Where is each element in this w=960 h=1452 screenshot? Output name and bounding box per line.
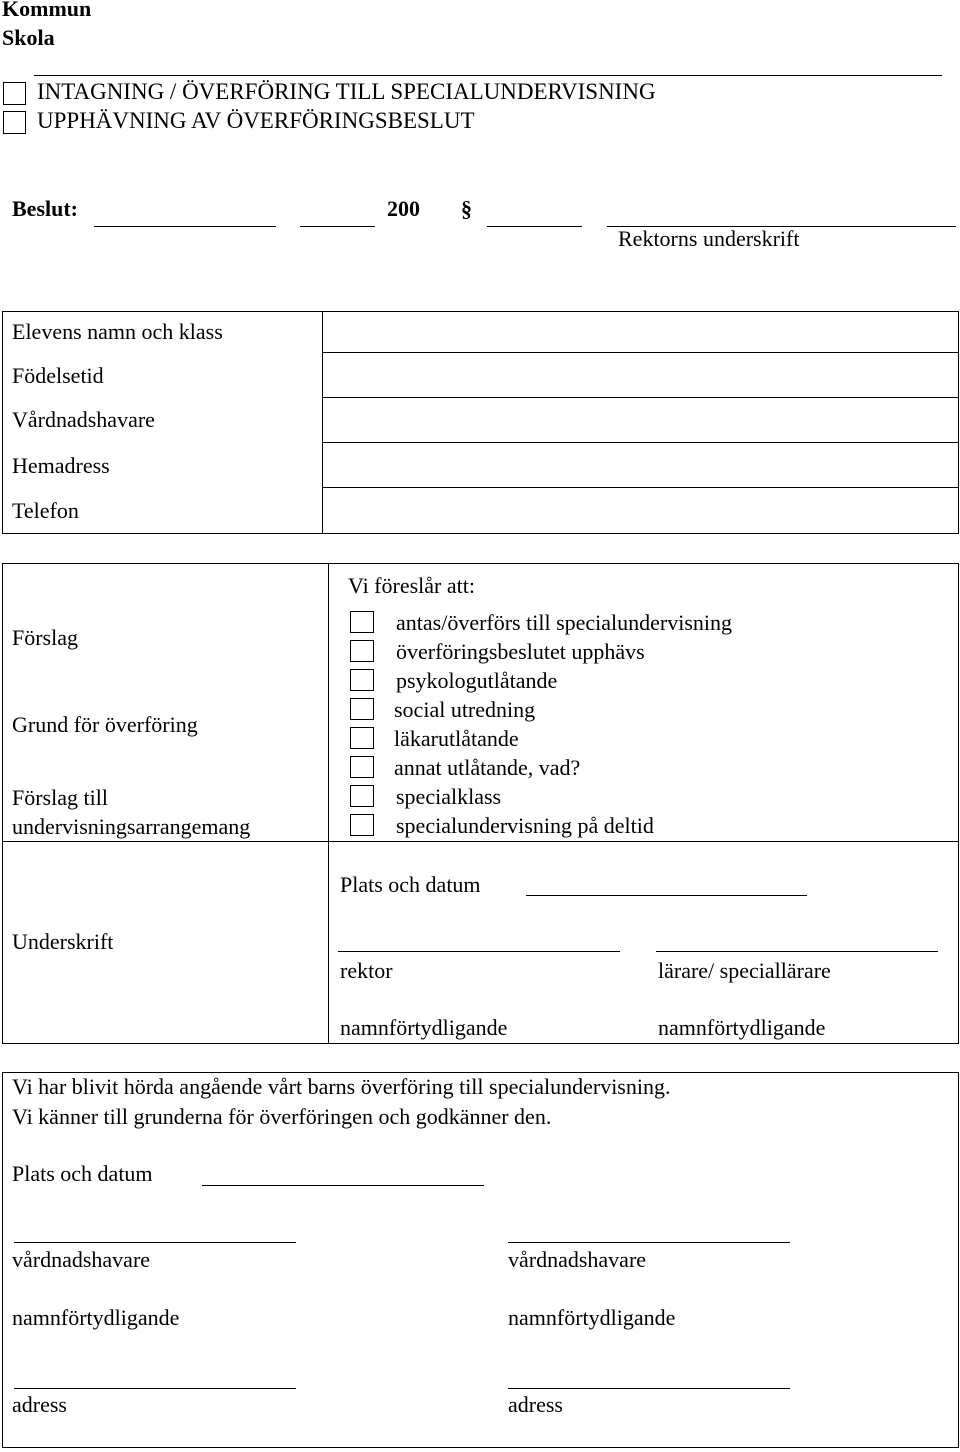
proposal-option-checkbox[interactable] bbox=[350, 611, 374, 633]
proposal-option-label: social utredning bbox=[394, 697, 536, 722]
guardian2-name-clarification: namnförtydligande bbox=[508, 1305, 676, 1330]
intake-transfer-label: INTAGNING / ÖVERFÖRING TILL SPECIALUNDERVISNING bbox=[37, 79, 656, 104]
proposal-option-label: annat utlåtande, vad? bbox=[394, 755, 581, 780]
proposal-option-label: läkarutlåtande bbox=[394, 726, 519, 751]
proposal-option-checkbox[interactable] bbox=[350, 814, 374, 836]
kommun-label: Kommun bbox=[2, 0, 92, 21]
guardian2-address-line[interactable] bbox=[508, 1388, 790, 1389]
proposal-option-checkbox[interactable] bbox=[350, 756, 374, 778]
guardian1-name-clarification: namnförtydligande bbox=[12, 1305, 180, 1330]
revoke-decision-label: UPPHÄVNING AV ÖVERFÖRINGSBESLUT bbox=[37, 108, 475, 133]
guardian1-address-line[interactable] bbox=[14, 1388, 296, 1389]
guardian1-label: vårdnadshavare bbox=[12, 1247, 151, 1272]
beslut-year: 200 bbox=[387, 196, 420, 221]
paragraph-sign: § bbox=[461, 196, 472, 221]
revoke-decision-checkbox[interactable] bbox=[3, 111, 26, 134]
student-info-row-rule bbox=[322, 352, 959, 353]
proposal-option-checkbox[interactable] bbox=[350, 669, 374, 691]
proposal-intro: Vi föreslår att: bbox=[348, 573, 475, 598]
guardian-statement-line1: Vi har blivit hörda angående vårt barns överföring till specialundervisning. bbox=[12, 1074, 671, 1099]
proposal-option-label: specialundervisning på deltid bbox=[396, 813, 654, 838]
student-info-divider bbox=[322, 311, 323, 534]
student-name-class-label: Elevens namn och klass bbox=[12, 319, 223, 344]
skola-label: Skola bbox=[2, 25, 55, 50]
home-address-label: Hemadress bbox=[12, 453, 110, 478]
teacher-name-clarification: namnförtydligande bbox=[658, 1015, 826, 1040]
guardian2-signature-line[interactable] bbox=[508, 1242, 790, 1243]
principal-signature-caption: Rektorns underskrift bbox=[618, 226, 800, 251]
telephone-label: Telefon bbox=[12, 498, 79, 523]
proposal-divider bbox=[328, 563, 329, 1044]
arrangement-label-line2: undervisningsarrangemang bbox=[12, 814, 251, 839]
student-info-row-rule bbox=[322, 442, 959, 443]
guardian-statement-line2: Vi känner till grunderna för överföringen och godkänner den. bbox=[12, 1104, 552, 1129]
intake-transfer-checkbox[interactable] bbox=[3, 82, 26, 105]
student-info-row-rule bbox=[322, 487, 959, 488]
proposal-option-label: antas/överförs till specialundervisning bbox=[396, 610, 733, 635]
guardian2-label: vårdnadshavare bbox=[508, 1247, 647, 1272]
proposal-option-checkbox[interactable] bbox=[350, 640, 374, 662]
arrangement-label-line1: Förslag till bbox=[12, 785, 108, 810]
proposal-option-label: psykologutlåtande bbox=[396, 668, 558, 693]
beslut-label: Beslut: bbox=[12, 196, 78, 221]
guardian1-address-label: adress bbox=[12, 1392, 67, 1417]
proposal-option-checkbox[interactable] bbox=[350, 698, 374, 720]
rektor-label: rektor bbox=[340, 958, 393, 983]
teacher-signature-line[interactable] bbox=[656, 951, 938, 952]
proposal-signature-rule bbox=[2, 841, 959, 842]
proposal-option-label: överföringsbeslutet upphävs bbox=[396, 639, 645, 664]
guardian1-signature-line[interactable] bbox=[14, 1242, 296, 1243]
guardian-place-date-label: Plats och datum bbox=[12, 1161, 153, 1186]
proposal-option-checkbox[interactable] bbox=[350, 785, 374, 807]
signature-label: Underskrift bbox=[12, 929, 114, 954]
student-info-row-rule bbox=[322, 397, 959, 398]
rektor-signature-line[interactable] bbox=[338, 951, 620, 952]
proposal-label: Förslag bbox=[12, 625, 78, 650]
proposal-option-checkbox[interactable] bbox=[350, 727, 374, 749]
signature-place-date-label: Plats och datum bbox=[340, 872, 481, 897]
birth-date-label: Födelsetid bbox=[12, 363, 104, 388]
transfer-reason-label: Grund för överföring bbox=[12, 712, 198, 737]
paragraph-line[interactable] bbox=[487, 226, 582, 227]
header-rule bbox=[34, 75, 942, 76]
proposal-option-label: specialklass bbox=[396, 784, 502, 809]
teacher-label: lärare/ speciallärare bbox=[658, 958, 831, 983]
guardian-label: Vårdnadshavare bbox=[12, 407, 155, 432]
guardian-place-date-line[interactable] bbox=[202, 1185, 484, 1186]
beslut-date-line[interactable] bbox=[94, 226, 276, 227]
signature-place-date-line[interactable] bbox=[526, 895, 807, 896]
guardian2-address-label: adress bbox=[508, 1392, 563, 1417]
rektor-name-clarification: namnförtydligande bbox=[340, 1015, 508, 1040]
beslut-number-line[interactable] bbox=[300, 226, 375, 227]
